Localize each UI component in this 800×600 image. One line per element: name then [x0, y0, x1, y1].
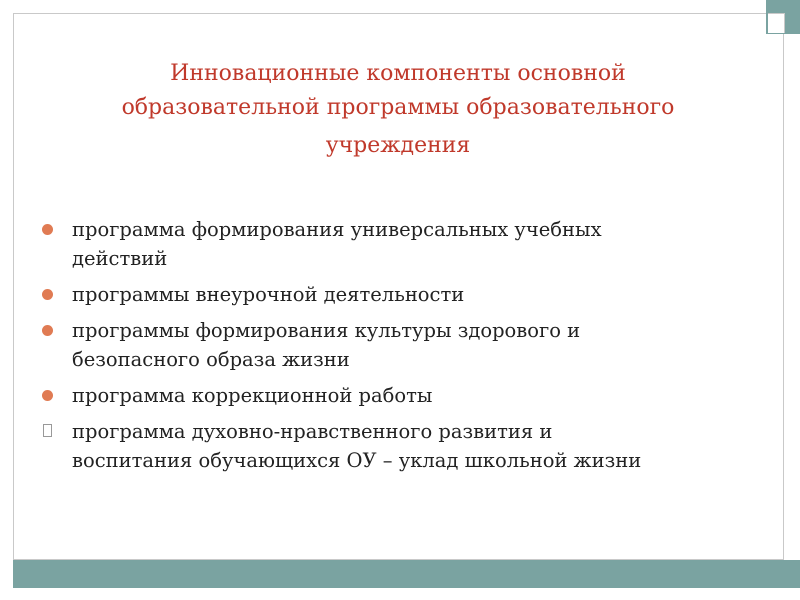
title-line: образовательной программы образовательного	[121, 95, 675, 120]
bullet-text-line: программы формирования культуры здорового и	[72, 319, 581, 342]
title-line: Инновационные компоненты основной	[170, 61, 626, 86]
bullet-text-line: программы внеурочной деятельности	[72, 283, 465, 306]
bullet-text-line: безопасного образа жизни	[72, 348, 350, 371]
bullet-text-line: программа формирования универсальных учебных	[72, 218, 602, 241]
bullet-dot-icon	[42, 224, 53, 235]
bullet-dot-icon	[42, 390, 53, 401]
slide-title	[40, 57, 756, 163]
corner-accent-inset	[768, 13, 785, 33]
bullet-item	[42, 316, 762, 374]
bullet-item	[42, 215, 762, 273]
bullet-item	[42, 280, 762, 309]
title-line: учреждения	[325, 133, 471, 158]
bullet-item	[42, 417, 762, 475]
bullet-dot-icon	[42, 289, 53, 300]
bullet-text-line: программа духовно-нравственного развития и	[72, 420, 553, 443]
bullet-text-line: действий	[72, 247, 168, 270]
bullet-text-line: программа коррекционной работы	[72, 384, 433, 407]
bullet-text-line: воспитания обучающихся ОУ – уклад школьной жизни	[72, 449, 642, 472]
bullet-item	[42, 381, 762, 410]
missing-glyph-box-icon	[43, 424, 52, 437]
bottom-accent-bar	[13, 560, 800, 588]
bullet-list	[42, 215, 762, 482]
bullet-dot-icon	[42, 325, 53, 336]
